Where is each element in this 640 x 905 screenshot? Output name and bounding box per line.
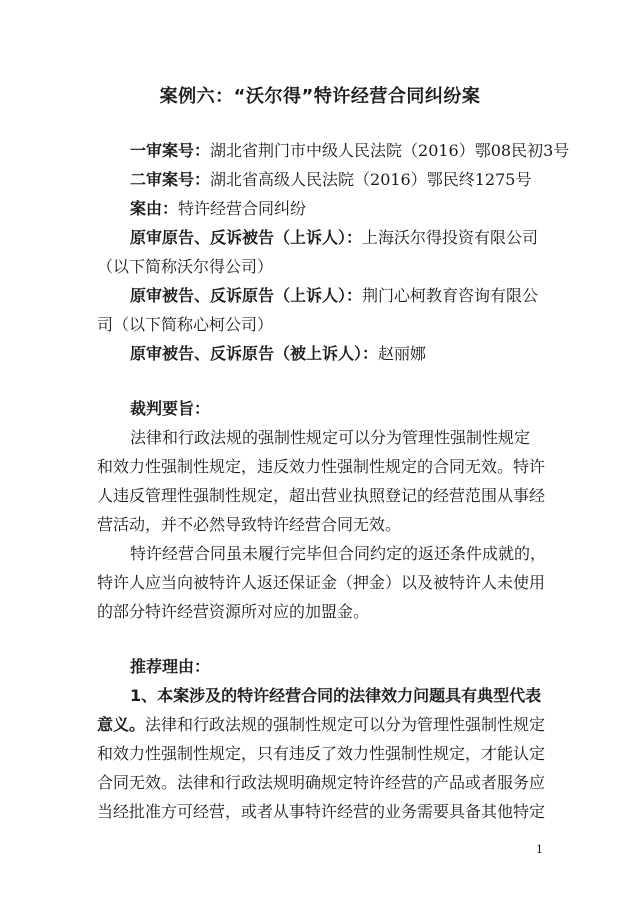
case-cause xyxy=(130,197,590,221)
holding-line: 的部分特许经营资源所对应的加盟金。 xyxy=(97,602,370,621)
party-defendant-appellee xyxy=(130,342,590,366)
party2-value: 荆门心柯教育咨询有限公 xyxy=(362,286,539,305)
first-instance-label: 一审案号： xyxy=(130,141,211,160)
party1-continuation: （以下简称沃尔得公司） xyxy=(97,257,274,276)
holding-line: 营活动，并不必然导致特许经营合同无效。 xyxy=(97,515,402,534)
party3-value: 赵丽娜 xyxy=(378,344,427,363)
document-title: 案例六：“沃尔得”特许经营合同纠纷案 xyxy=(159,86,481,107)
reason-line: 合同无效。法律和行政法规明确规定特许经营的产品或者服务应 xyxy=(97,773,546,792)
holding-line: 和效力性强制性规定，违反效力性强制性规定的合同无效。特许 xyxy=(97,457,546,476)
holding-line: 人违反管理性强制性规定，超出营业执照登记的经营范围从事经 xyxy=(97,486,546,505)
holding-line: 特许经营合同虽未履行完毕但合同约定的返还条件成就的， xyxy=(130,544,547,563)
second-instance-label: 二审案号： xyxy=(130,170,211,189)
reason-line: 1、本案涉及的特许经营合同的法律效力问题具有典型代表 xyxy=(130,686,542,705)
party-plaintiff-appellant xyxy=(130,226,590,250)
party2-label: 原审被告、反诉原告（上诉人）： xyxy=(130,286,363,305)
party-defendant-appellant xyxy=(130,284,590,308)
first-instance-case-number xyxy=(130,139,590,163)
second-instance-case-number xyxy=(130,168,590,192)
second-instance-value: 湖北省高级人民法院（2016）鄂民终1275号 xyxy=(210,170,532,189)
reason-heading: 推荐理由： xyxy=(130,657,211,676)
case-cause-value: 特许经营合同纠纷 xyxy=(178,199,307,218)
reason-line-rest: 法律和行政法规的强制性规定可以分为管理性强制性规定 xyxy=(145,715,546,734)
reason-line xyxy=(97,713,557,737)
case-cause-label: 案由： xyxy=(130,199,179,218)
page-number: 1 xyxy=(536,843,543,856)
party3-label: 原审被告、反诉原告（被上诉人）： xyxy=(130,344,379,363)
reason-line: 当经批准方可经营，或者从事特许经营的业务需要具备其他特定 xyxy=(97,802,546,821)
reason-line: 和效力性强制性规定，只有违反了效力性强制性规定，才能认定 xyxy=(97,744,546,763)
holding-line: 法律和行政法规的强制性规定可以分为管理性强制性规定 xyxy=(130,428,531,447)
reason-line-bold-part: 意义。 xyxy=(97,715,146,734)
holding-line: 特许人应当向被特许人返还保证金（押金）以及被特许人未使用 xyxy=(97,573,546,592)
holding-heading: 裁判要旨： xyxy=(130,399,211,418)
first-instance-value: 湖北省荆门市中级人民法院（2016）鄂08民初3号 xyxy=(210,141,570,160)
party1-value: 上海沃尔得投资有限公司 xyxy=(362,228,539,247)
party2-continuation: 司（以下简称心柯公司） xyxy=(97,315,274,334)
party1-label: 原审原告、反诉被告（上诉人）： xyxy=(130,228,363,247)
